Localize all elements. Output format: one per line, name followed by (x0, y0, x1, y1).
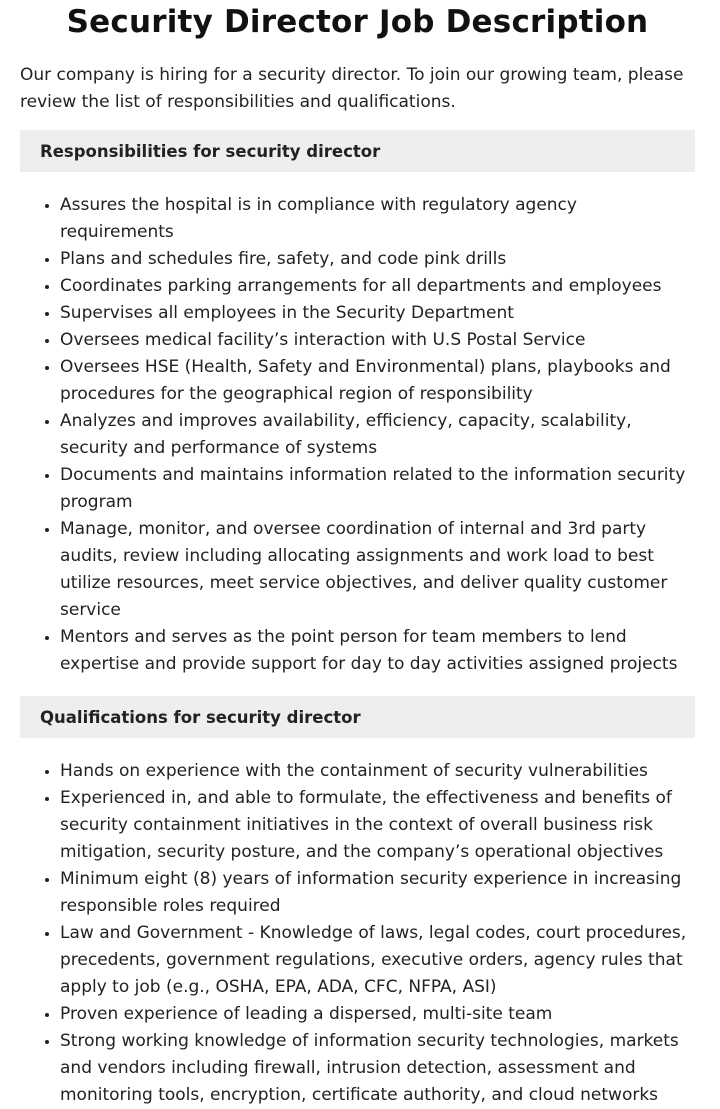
responsibility-item: • Manage, monitor, and oversee coordination of internal and 3rd party audits, review including allocating assignments and work load to best utilize resources, meet service objectives, and deliver quality customer service (60, 516, 695, 624)
responsibility-item: • Plans and schedules fire, safety, and code pink drills (60, 246, 695, 273)
responsibility-item: • Oversees HSE (Health, Safety and Environmental) plans, playbooks and procedures for the geographical region of responsibility (60, 354, 695, 408)
responsibilities-heading: Responsibilities for security director (20, 130, 695, 172)
responsibility-item: • Coordinates parking arrangements for all departments and employees (60, 273, 695, 300)
qualification-item: • Law and Government - Knowledge of laws, legal codes, court procedures, precedents, government regulations, executive orders, agency rules that apply to job (e.g., OSHA, EPA, ADA, CFC, NFPA, ASI) (60, 920, 695, 1001)
responsibility-item: • Analyzes and improves availability, efficiency, capacity, scalability, security and performance of systems (60, 408, 695, 462)
qualification-item: • Experienced in, and able to formulate, the effectiveness and benefits of security containment initiatives in the context of overall business risk mitigation, security posture, and the company’s operational objectives (60, 785, 695, 866)
qualification-item: • Hands on experience with the containment of security vulnerabilities (60, 758, 695, 785)
page-title: Security Director Job Description (66, 4, 649, 40)
responsibility-item: • Supervises all employees in the Security Department (60, 300, 695, 327)
intro-paragraph: Our company is hiring for a security director. To join our growing team, please review the list of responsibilities and qualifications. (20, 65, 684, 112)
responsibility-item: • Oversees medical facility’s interaction with U.S Postal Service (60, 327, 695, 354)
qualifications-heading: Qualifications for security director (20, 696, 695, 738)
responsibility-item: • Mentors and serves as the point person for team members to lend expertise and provide support for day to day activities assigned projects (60, 624, 695, 678)
qualifications-list (20, 758, 695, 1109)
responsibility-item: • Documents and maintains information related to the information security program (60, 462, 695, 516)
responsibilities-list (20, 192, 695, 678)
responsibility-item: • Assures the hospital is in compliance with regulatory agency requirements (60, 192, 695, 246)
qualification-item: • Minimum eight (8) years of information security experience in increasing responsible roles required (60, 866, 695, 920)
qualification-item: • Proven experience of leading a dispersed, multi-site team (60, 1001, 695, 1028)
qualification-item: • Strong working knowledge of information security technologies, markets and vendors including firewall, intrusion detection, assessment and monitoring tools, encryption, certificate authority, and cloud networks (60, 1028, 695, 1109)
